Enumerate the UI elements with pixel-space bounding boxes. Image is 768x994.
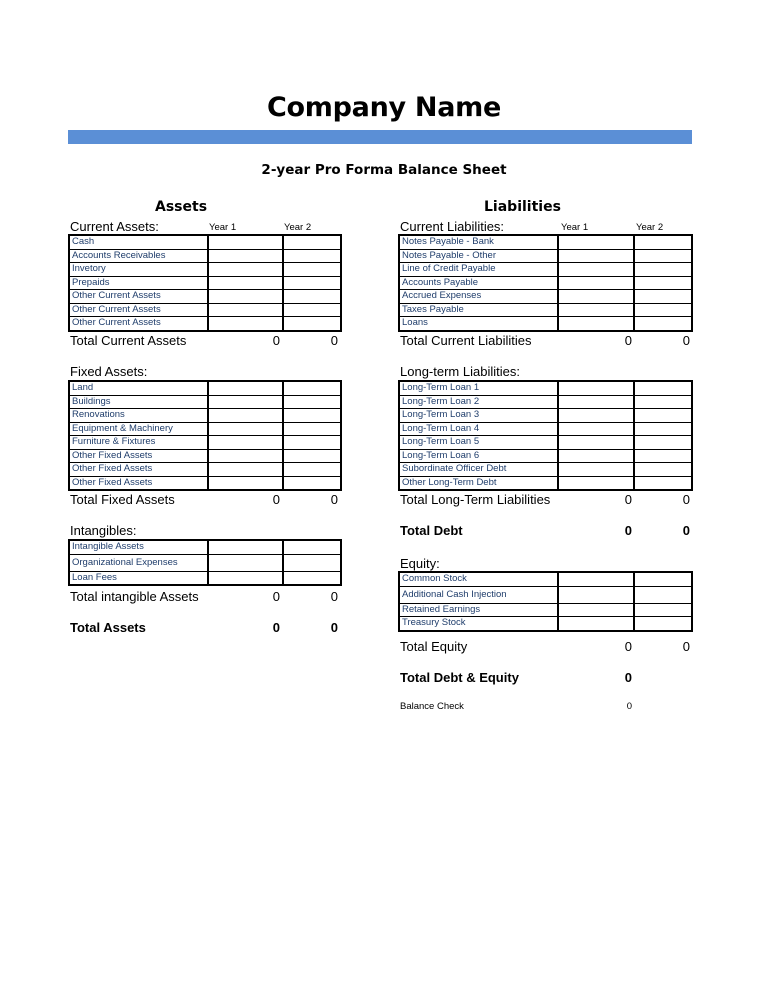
- table-row: [399, 249, 692, 263]
- row-label: Loan Fees: [69, 571, 208, 585]
- row-label: Equipment & Machinery: [69, 422, 208, 436]
- intangibles-table: [68, 539, 342, 586]
- table-row: [69, 290, 341, 304]
- row-label: Invetory: [69, 263, 208, 277]
- equity-table: [398, 571, 693, 632]
- year2-cell[interactable]: [634, 586, 692, 603]
- assets-heading: Assets: [155, 199, 208, 215]
- long-term-liabilities-table: [398, 380, 693, 491]
- row-label: Accounts Payable: [399, 276, 558, 290]
- year1-cell[interactable]: [208, 476, 283, 490]
- year1-cell[interactable]: [558, 463, 634, 477]
- table-row: [399, 381, 692, 395]
- year2-cell[interactable]: [283, 290, 341, 304]
- year1-cell[interactable]: [208, 235, 283, 249]
- year1-cell[interactable]: [558, 409, 634, 423]
- year1-cell[interactable]: [558, 290, 634, 304]
- total-assets-y1: 0: [272, 620, 280, 635]
- table-row: [399, 449, 692, 463]
- long-term-liabilities-label: Long-term Liabilities:: [400, 364, 520, 379]
- table-row: [399, 463, 692, 477]
- row-label: Taxes Payable: [399, 303, 558, 317]
- row-label: Cash: [69, 235, 208, 249]
- table-row: [69, 422, 341, 436]
- row-label: Additional Cash Injection: [399, 586, 558, 603]
- total-current-liabilities-y2: 0: [682, 333, 690, 348]
- row-label: Accounts Receivables: [69, 249, 208, 263]
- year2-cell[interactable]: [634, 449, 692, 463]
- year1-cell[interactable]: [208, 276, 283, 290]
- year2-cell[interactable]: [283, 463, 341, 477]
- fixed-assets-label: Fixed Assets:: [70, 364, 148, 379]
- year2-cell[interactable]: [283, 381, 341, 395]
- accent-bar: [68, 130, 692, 144]
- fixed-assets-table: [68, 380, 342, 491]
- total-equity-y1: 0: [624, 639, 632, 654]
- year2-cell[interactable]: [283, 449, 341, 463]
- row-label: Line of Credit Payable: [399, 263, 558, 277]
- total-current-assets-y1: 0: [272, 333, 280, 348]
- row-label: Other Fixed Assets: [69, 476, 208, 490]
- row-label: Long-Term Loan 6: [399, 449, 558, 463]
- table-row: [399, 276, 692, 290]
- balance-check-value: 0: [626, 701, 632, 712]
- year2-cell[interactable]: [634, 235, 692, 249]
- current-liabilities-table: [398, 234, 693, 332]
- table-row: [69, 554, 341, 571]
- row-label: Other Current Assets: [69, 303, 208, 317]
- year2-cell[interactable]: [283, 554, 341, 571]
- table-row: [399, 317, 692, 331]
- table-row: [399, 422, 692, 436]
- year1-cell[interactable]: [558, 303, 634, 317]
- row-label: Notes Payable - Other: [399, 249, 558, 263]
- row-label: Subordinate Officer Debt: [399, 463, 558, 477]
- year1-cell[interactable]: [558, 235, 634, 249]
- current-assets-table: [68, 234, 342, 332]
- row-label: Long-Term Loan 5: [399, 436, 558, 450]
- year1-cell[interactable]: [208, 409, 283, 423]
- year1-cell[interactable]: [208, 571, 283, 585]
- row-label: Long-Term Loan 4: [399, 422, 558, 436]
- year2-cell[interactable]: [634, 276, 692, 290]
- table-row: [399, 290, 692, 304]
- row-label: Long-Term Loan 1: [399, 381, 558, 395]
- year2-cell[interactable]: [283, 235, 341, 249]
- year1-cell[interactable]: [208, 463, 283, 477]
- current-assets-label: Current Assets:: [70, 219, 159, 234]
- total-fixed-assets-y2: 0: [330, 492, 338, 507]
- year2-cell[interactable]: [283, 395, 341, 409]
- table-row: [399, 235, 692, 249]
- year1-cell[interactable]: [558, 586, 634, 603]
- year1-cell[interactable]: [558, 276, 634, 290]
- row-label: Other Current Assets: [69, 317, 208, 331]
- equity-label: Equity:: [400, 556, 440, 571]
- total-current-liabilities-y1: 0: [624, 333, 632, 348]
- row-label: Loans: [399, 317, 558, 331]
- year2-cell[interactable]: [283, 476, 341, 490]
- year1-cell[interactable]: [558, 381, 634, 395]
- table-row: [399, 409, 692, 423]
- liabilities-year1-label: Year 1: [561, 222, 589, 233]
- row-label: Other Current Assets: [69, 290, 208, 304]
- total-fixed-assets-y1: 0: [272, 492, 280, 507]
- year2-cell[interactable]: [283, 303, 341, 317]
- year2-cell[interactable]: [283, 249, 341, 263]
- year2-cell[interactable]: [283, 409, 341, 423]
- row-label: Organizational Expenses: [69, 554, 208, 571]
- row-label: Common Stock: [399, 572, 558, 586]
- total-assets-y2: 0: [330, 620, 338, 635]
- year1-cell[interactable]: [208, 422, 283, 436]
- year2-cell[interactable]: [634, 409, 692, 423]
- year1-cell[interactable]: [208, 263, 283, 277]
- table-row: [399, 572, 692, 586]
- table-row: [399, 263, 692, 277]
- table-row: [69, 436, 341, 450]
- row-label: Intangible Assets: [69, 540, 208, 554]
- table-row: [399, 436, 692, 450]
- year2-cell[interactable]: [283, 540, 341, 554]
- table-row: [69, 571, 341, 585]
- row-label: Notes Payable - Bank: [399, 235, 558, 249]
- year2-cell[interactable]: [283, 422, 341, 436]
- year2-cell[interactable]: [634, 395, 692, 409]
- company-name: Company Name: [267, 92, 501, 123]
- row-label: Buildings: [69, 395, 208, 409]
- row-label: Long-Term Loan 2: [399, 395, 558, 409]
- total-debt-equity-y1: 0: [624, 670, 632, 685]
- year1-cell[interactable]: [208, 303, 283, 317]
- assets-year1-label: Year 1: [209, 222, 237, 233]
- total-intangible-assets-y2: 0: [330, 589, 338, 604]
- year2-cell[interactable]: [634, 290, 692, 304]
- row-label: Other Fixed Assets: [69, 463, 208, 477]
- year1-cell[interactable]: [558, 436, 634, 450]
- year2-cell[interactable]: [634, 436, 692, 450]
- year2-cell[interactable]: [634, 317, 692, 331]
- total-long-term-liabilities-y1: 0: [624, 492, 632, 507]
- year1-cell[interactable]: [558, 422, 634, 436]
- table-row: [399, 303, 692, 317]
- liabilities-year2-label: Year 2: [636, 222, 664, 233]
- total-equity-y2: 0: [682, 639, 690, 654]
- year2-cell[interactable]: [634, 249, 692, 263]
- year1-cell[interactable]: [558, 249, 634, 263]
- row-label: Furniture & Fixtures: [69, 436, 208, 450]
- balance-check-label: Balance Check: [400, 701, 464, 712]
- year1-cell[interactable]: [208, 290, 283, 304]
- total-intangible-assets-y1: 0: [272, 589, 280, 604]
- total-fixed-assets-label: Total Fixed Assets: [70, 492, 175, 507]
- table-row: [69, 540, 341, 554]
- row-label: Land: [69, 381, 208, 395]
- table-row: [69, 235, 341, 249]
- table-row: [69, 303, 341, 317]
- total-current-liabilities-label: Total Current Liabilities: [400, 333, 532, 348]
- table-row: [69, 409, 341, 423]
- total-debt-y2: 0: [682, 523, 690, 538]
- year1-cell[interactable]: [208, 381, 283, 395]
- assets-year2-label: Year 2: [284, 222, 312, 233]
- row-label: Retained Earnings: [399, 603, 558, 617]
- year2-cell[interactable]: [283, 263, 341, 277]
- row-label: Treasury Stock: [399, 617, 558, 631]
- total-debt-label: Total Debt: [400, 523, 463, 538]
- year2-cell[interactable]: [283, 571, 341, 585]
- year2-cell[interactable]: [634, 603, 692, 617]
- year1-cell[interactable]: [208, 436, 283, 450]
- table-row: [69, 476, 341, 490]
- total-long-term-liabilities-label: Total Long-Term Liabilities: [400, 492, 551, 507]
- year1-cell[interactable]: [208, 395, 283, 409]
- total-debt-y1: 0: [624, 523, 632, 538]
- year1-cell[interactable]: [208, 449, 283, 463]
- year1-cell[interactable]: [558, 572, 634, 586]
- year2-cell[interactable]: [634, 617, 692, 631]
- table-row: [399, 586, 692, 603]
- total-assets-label: Total Assets: [70, 620, 146, 635]
- year2-cell[interactable]: [283, 436, 341, 450]
- table-row: [69, 449, 341, 463]
- year2-cell[interactable]: [634, 381, 692, 395]
- table-row: [399, 476, 692, 490]
- year2-cell[interactable]: [634, 422, 692, 436]
- table-row: [69, 276, 341, 290]
- year2-cell[interactable]: [634, 303, 692, 317]
- total-current-assets-y2: 0: [330, 333, 338, 348]
- total-current-assets-label: Total Current Assets: [70, 333, 187, 348]
- year2-cell[interactable]: [634, 572, 692, 586]
- row-label: Other Long-Term Debt: [399, 476, 558, 490]
- liabilities-heading: Liabilities: [484, 199, 561, 215]
- year2-cell[interactable]: [634, 463, 692, 477]
- row-label: Long-Term Loan 3: [399, 409, 558, 423]
- table-row: [399, 617, 692, 631]
- year1-cell[interactable]: [208, 249, 283, 263]
- total-equity-label: Total Equity: [400, 639, 468, 654]
- table-row: [69, 395, 341, 409]
- table-row: [69, 249, 341, 263]
- row-label: Renovations: [69, 409, 208, 423]
- intangibles-label: Intangibles:: [70, 523, 137, 538]
- year1-cell[interactable]: [558, 395, 634, 409]
- year1-cell[interactable]: [208, 317, 283, 331]
- year2-cell[interactable]: [634, 476, 692, 490]
- total-long-term-liabilities-y2: 0: [682, 492, 690, 507]
- year2-cell[interactable]: [283, 276, 341, 290]
- row-label: Accrued Expenses: [399, 290, 558, 304]
- total-debt-equity-label: Total Debt & Equity: [400, 670, 519, 685]
- total-intangible-assets-label: Total intangible Assets: [70, 589, 199, 604]
- table-row: [399, 603, 692, 617]
- year1-cell[interactable]: [208, 554, 283, 571]
- table-row: [69, 263, 341, 277]
- row-label: Other Fixed Assets: [69, 449, 208, 463]
- year2-cell[interactable]: [634, 263, 692, 277]
- table-row: [69, 381, 341, 395]
- row-label: Prepaids: [69, 276, 208, 290]
- table-row: [399, 395, 692, 409]
- table-row: [69, 463, 341, 477]
- year2-cell[interactable]: [283, 317, 341, 331]
- year1-cell[interactable]: [558, 476, 634, 490]
- year1-cell[interactable]: [558, 603, 634, 617]
- year1-cell[interactable]: [558, 617, 634, 631]
- current-liabilities-label: Current Liabilities:: [400, 219, 505, 234]
- year1-cell[interactable]: [558, 263, 634, 277]
- year1-cell[interactable]: [558, 449, 634, 463]
- year1-cell[interactable]: [208, 540, 283, 554]
- year1-cell[interactable]: [558, 317, 634, 331]
- table-row: [69, 317, 341, 331]
- sheet-title: 2-year Pro Forma Balance Sheet: [261, 162, 507, 178]
